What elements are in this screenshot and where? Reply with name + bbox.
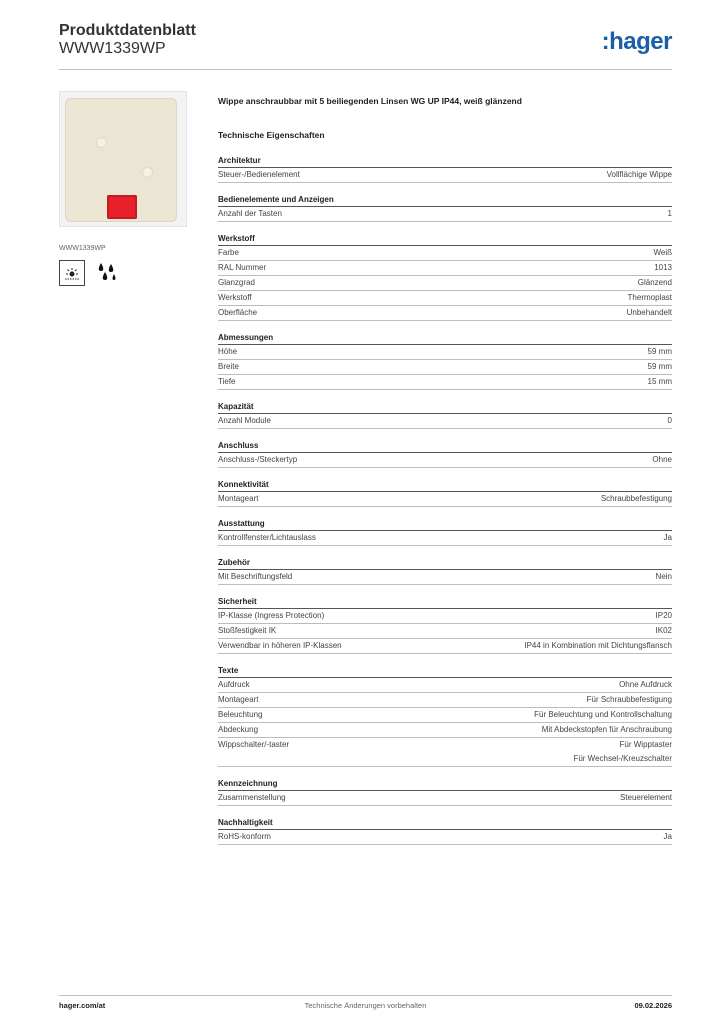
spec-value: 59 mm bbox=[647, 362, 672, 371]
spec-label: Farbe bbox=[218, 248, 239, 257]
spec-value: IK02 bbox=[655, 626, 672, 635]
spec-row bbox=[218, 693, 672, 708]
spec-section bbox=[218, 155, 672, 183]
spec-row bbox=[218, 723, 672, 738]
spec-value: Für Beleuchtung und Kontrollschaltung bbox=[534, 710, 672, 719]
spec-row bbox=[218, 609, 672, 624]
spec-section bbox=[218, 233, 672, 321]
spec-value: Ja bbox=[663, 533, 672, 542]
spec-section bbox=[218, 332, 672, 390]
spec-label: Anschluss-/Steckertyp bbox=[218, 455, 298, 464]
spec-section bbox=[218, 596, 672, 654]
footer-notice: Technische Änderungen vorbehalten bbox=[304, 1001, 427, 1010]
section-title: Konnektivität bbox=[218, 479, 672, 492]
spec-value: Ja bbox=[663, 832, 672, 841]
spec-row bbox=[218, 492, 672, 507]
spec-label: Kontrollfenster/Lichtauslass bbox=[218, 533, 316, 542]
spec-value: Thermoplast bbox=[627, 293, 672, 302]
document-title: Produktdatenblatt bbox=[59, 22, 196, 39]
spec-label: Zusammenstellung bbox=[218, 793, 286, 802]
product-sidebar bbox=[59, 91, 187, 286]
section-title: Sicherheit bbox=[218, 596, 672, 609]
spec-content bbox=[218, 96, 672, 845]
spec-label: RoHS-konform bbox=[218, 832, 271, 841]
section-title: Bedienelemente und Anzeigen bbox=[218, 194, 672, 207]
section-title: Zubehör bbox=[218, 557, 672, 570]
spec-label: RAL Nummer bbox=[218, 263, 267, 272]
spec-row bbox=[218, 791, 672, 806]
footer-date: 09.02.2026 bbox=[634, 1001, 672, 1010]
spec-label: Steuer-/Bedienelement bbox=[218, 170, 300, 179]
spec-label: Verwendbar in höheren IP-Klassen bbox=[218, 641, 342, 650]
spec-heading: Technische Eigenschaften bbox=[218, 130, 325, 140]
spec-label: Glanzgrad bbox=[218, 278, 255, 287]
spec-value: 15 mm bbox=[647, 377, 672, 386]
red-lens bbox=[107, 195, 137, 219]
spec-label: Mit Beschriftungsfeld bbox=[218, 572, 293, 581]
page-header bbox=[59, 20, 672, 70]
spec-row bbox=[218, 246, 672, 261]
spec-value: IP20 bbox=[655, 611, 672, 620]
spec-label: Oberfläche bbox=[218, 308, 258, 317]
rocker-plate bbox=[65, 98, 177, 222]
spec-value: Unbehandelt bbox=[626, 308, 672, 317]
spec-section bbox=[218, 518, 672, 546]
section-title: Kapazität bbox=[218, 401, 672, 414]
spec-value: Mit Abdeckstopfen für Anschraubung bbox=[541, 725, 672, 734]
spec-row bbox=[218, 830, 672, 845]
spec-label: Montageart bbox=[218, 695, 259, 704]
spec-value: Ohne bbox=[652, 455, 672, 464]
spec-section bbox=[218, 778, 672, 806]
spec-label: Stoßfestigkeit IK bbox=[218, 626, 277, 635]
spec-section bbox=[218, 194, 672, 222]
spec-row bbox=[218, 168, 672, 183]
product-image bbox=[59, 91, 187, 227]
spec-label: Anzahl Module bbox=[218, 416, 271, 425]
section-title: Anschluss bbox=[218, 440, 672, 453]
spec-row bbox=[218, 453, 672, 468]
section-title: Werkstoff bbox=[218, 233, 672, 246]
spec-value: Für Schraubbefestigung bbox=[586, 695, 672, 704]
section-title: Texte bbox=[218, 665, 672, 678]
spec-value: 0 bbox=[667, 416, 672, 425]
property-icons bbox=[59, 260, 187, 286]
spec-section bbox=[218, 479, 672, 507]
spec-value: 59 mm bbox=[647, 347, 672, 356]
water-drops-icon bbox=[95, 260, 119, 284]
spec-value: Nein bbox=[655, 572, 672, 581]
screw-hole-icon bbox=[97, 138, 106, 147]
spec-row bbox=[218, 207, 672, 222]
spec-row bbox=[218, 261, 672, 276]
spec-row bbox=[218, 291, 672, 306]
spec-section bbox=[218, 665, 672, 767]
spec-value: IP44 in Kombination mit Dichtungsflansch bbox=[524, 641, 672, 650]
spec-row bbox=[218, 276, 672, 291]
spec-row bbox=[218, 345, 672, 360]
hager-logo: :hager bbox=[601, 28, 672, 55]
spec-value: Für Wipptaster Für Wechsel-/Kreuzschalter bbox=[573, 740, 672, 763]
spec-label: IP-Klasse (Ingress Protection) bbox=[218, 611, 325, 620]
spec-value: Weiß bbox=[653, 248, 672, 257]
page-footer bbox=[59, 995, 672, 1016]
section-title: Ausstattung bbox=[218, 518, 672, 531]
spec-row bbox=[218, 708, 672, 723]
spec-label: Wippschalter/-taster bbox=[218, 740, 290, 749]
spec-row bbox=[218, 306, 672, 321]
section-title: Kennzeichnung bbox=[218, 778, 672, 791]
spec-value: Ohne Aufdruck bbox=[619, 680, 672, 689]
spec-value: 1013 bbox=[654, 263, 672, 272]
screw-hole-icon bbox=[143, 168, 152, 177]
spec-row bbox=[218, 570, 672, 585]
spec-section bbox=[218, 401, 672, 429]
spec-row bbox=[218, 375, 672, 390]
spec-section bbox=[218, 557, 672, 585]
section-title: Abmessungen bbox=[218, 332, 672, 345]
section-title: Architektur bbox=[218, 155, 672, 168]
spec-label: Werkstoff bbox=[218, 293, 252, 302]
spec-value: Glänzend bbox=[637, 278, 672, 287]
spec-row bbox=[218, 414, 672, 429]
product-code: WWW1339WP bbox=[59, 40, 166, 57]
image-caption: WWW1339WP bbox=[59, 245, 106, 252]
spec-value: Vollflächige Wippe bbox=[606, 170, 672, 179]
spec-label: Höhe bbox=[218, 347, 238, 356]
dust-protection-icon bbox=[59, 260, 85, 286]
spec-row bbox=[218, 738, 672, 767]
spec-row bbox=[218, 639, 672, 654]
spec-row bbox=[218, 360, 672, 375]
spec-section bbox=[218, 817, 672, 845]
spec-row bbox=[218, 624, 672, 639]
spec-label: Breite bbox=[218, 362, 239, 371]
spec-value: Steuerelement bbox=[619, 793, 672, 802]
spec-label: Tiefe bbox=[218, 377, 236, 386]
spec-sections bbox=[218, 155, 672, 845]
spec-label: Aufdruck bbox=[218, 680, 250, 689]
spec-row bbox=[218, 678, 672, 693]
spec-section bbox=[218, 440, 672, 468]
spec-label: Abdeckung bbox=[218, 725, 259, 734]
product-description: Wippe anschraubbar mit 5 beiliegenden Linsen WG UP IP44, weiß glänzend bbox=[218, 96, 522, 106]
footer-website[interactable]: hager.com/at bbox=[59, 1001, 106, 1010]
spec-label: Anzahl der Tasten bbox=[218, 209, 282, 218]
spec-value: 1 bbox=[667, 209, 672, 218]
spec-label: Montageart bbox=[218, 494, 259, 503]
spec-value: Schraubbefestigung bbox=[600, 494, 672, 503]
spec-row bbox=[218, 531, 672, 546]
section-title: Nachhaltigkeit bbox=[218, 817, 672, 830]
spec-label: Beleuchtung bbox=[218, 710, 263, 719]
